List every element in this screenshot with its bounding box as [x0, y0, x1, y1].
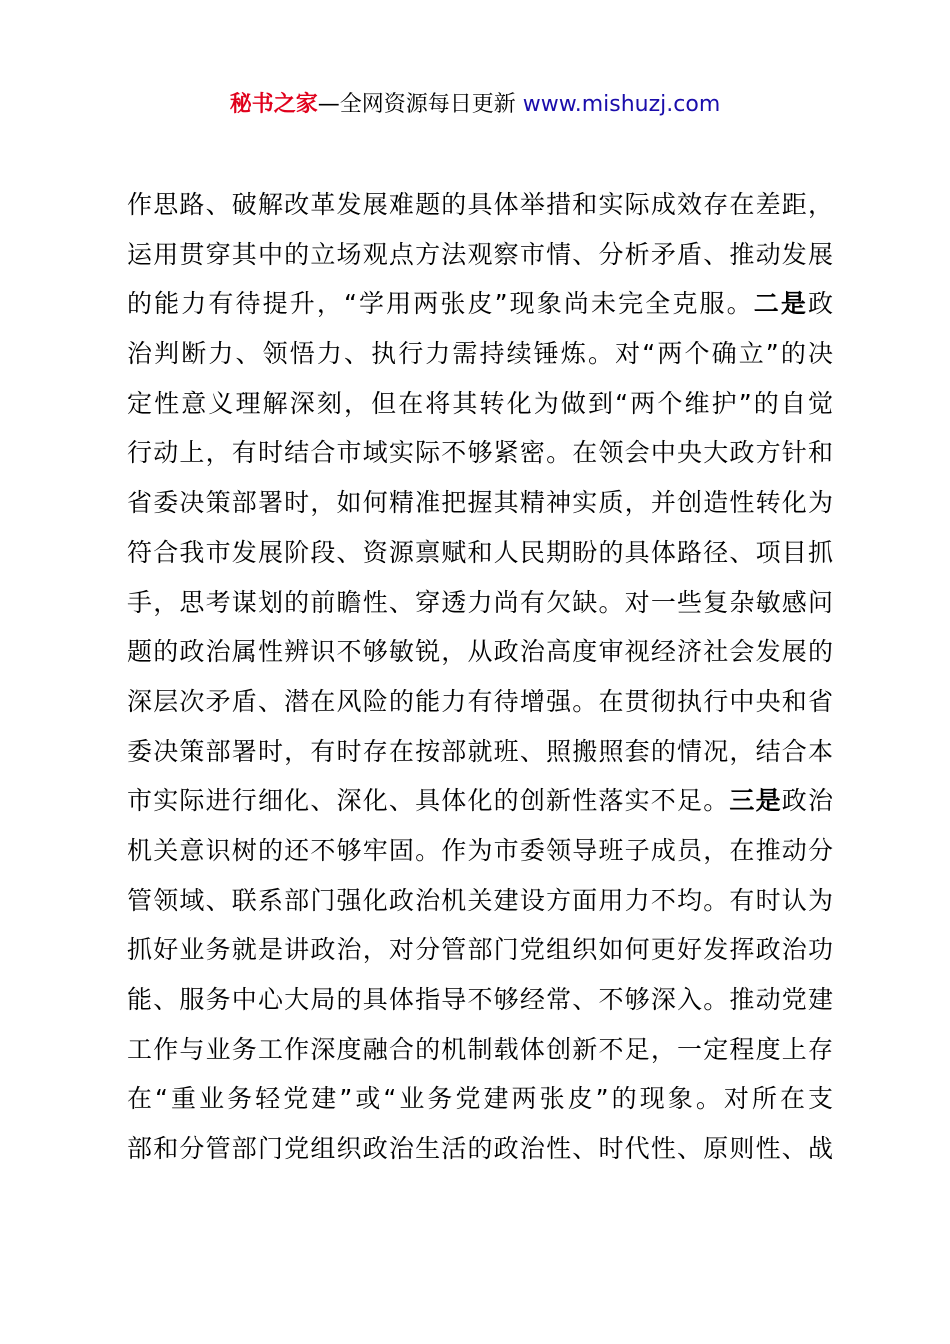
text-segment: 省委决策部署时，如何精准把握其精神实质，并创造性转化为 — [127, 488, 833, 518]
text-segment: 机关意识树的还不够牢固。作为市委领导班子成员，在推动分 — [127, 835, 833, 865]
text-line — [127, 826, 833, 876]
text-line — [127, 180, 833, 230]
text-segment: 市实际进行细化、深化、具体化的创新性落实不足。 — [127, 786, 730, 816]
text-line — [127, 876, 833, 926]
text-line — [127, 1124, 833, 1174]
text-line — [127, 230, 833, 280]
text-segment: 管领域、联系部门强化政治机关建设方面用力不均。有时认为 — [127, 885, 833, 915]
text-line — [127, 727, 833, 777]
text-segment: 治判断力、领悟力、执行力需持续锤炼。对“两个确立”的决 — [127, 339, 833, 369]
text-line — [127, 677, 833, 727]
text-line — [127, 925, 833, 975]
text-line — [127, 428, 833, 478]
text-segment: 在“重业务轻党建”或“业务党建两张皮”的现象。对所在支 — [127, 1084, 833, 1114]
text-line — [127, 478, 833, 528]
text-segment: 部和分管部门党组织政治生活的政治性、时代性、原则性、战 — [127, 1134, 833, 1164]
text-segment: 抓好业务就是讲政治，对分管部门党组织如何更好发挥政治功 — [127, 935, 833, 965]
text-segment: 作思路、破解改革发展难题的具体举措和实际成效存在差距， — [127, 190, 833, 219]
text-segment: 行动上，有时结合市域实际不够紧密。在领会中央大政方针和 — [127, 438, 833, 468]
page-header — [0, 88, 950, 122]
text-segment: 工作与业务工作深度融合的机制载体创新不足，一定程度上存 — [127, 1034, 833, 1064]
text-segment: 深层次矛盾、潜在风险的能力有待增强。在贯彻执行中央和省 — [127, 686, 833, 716]
bold-marker: 三是 — [729, 786, 782, 816]
text-line — [127, 379, 833, 429]
brand-name: 秘书之家 — [229, 92, 318, 117]
text-line — [127, 578, 833, 628]
text-line — [127, 1025, 833, 1075]
text-segment: 政 — [807, 289, 833, 319]
text-line — [127, 776, 833, 826]
text-line — [127, 1074, 833, 1124]
header-tagline: —全网资源每日更新 — [317, 92, 523, 117]
text-line — [127, 279, 833, 329]
site-url-link[interactable]: www.mishuzj.com — [522, 92, 721, 117]
text-line — [127, 329, 833, 379]
text-segment: 手，思考谋划的前瞻性、穿透力尚有欠缺。对一些复杂敏感问 — [127, 587, 833, 617]
text-segment: 政治 — [781, 786, 833, 816]
text-line — [127, 975, 833, 1025]
bold-marker: 二是 — [753, 289, 808, 319]
text-segment: 能、服务中心大局的具体指导不够经常、不够深入。推动党建 — [127, 985, 833, 1014]
text-segment: 符合我市发展阶段、资源禀赋和人民期盼的具体路径、项目抓 — [127, 537, 833, 567]
text-line — [127, 528, 833, 578]
document-body — [127, 180, 833, 1174]
text-segment: 题的政治属性辨识不够敏锐，从政治高度审视经济社会发展的 — [127, 637, 833, 667]
text-segment: 运用贯穿其中的立场观点方法观察市情、分析矛盾、推动发展 — [127, 239, 833, 269]
text-line — [127, 627, 833, 677]
text-segment: 定性意义理解深刻，但在将其转化为做到“两个维护”的自觉 — [127, 388, 833, 418]
text-segment: 委决策部署时，有时存在按部就班、照搬照套的情况，结合本 — [127, 736, 833, 766]
text-segment: 的能力有待提升，“学用两张皮”现象尚未完全克服。 — [127, 289, 754, 319]
